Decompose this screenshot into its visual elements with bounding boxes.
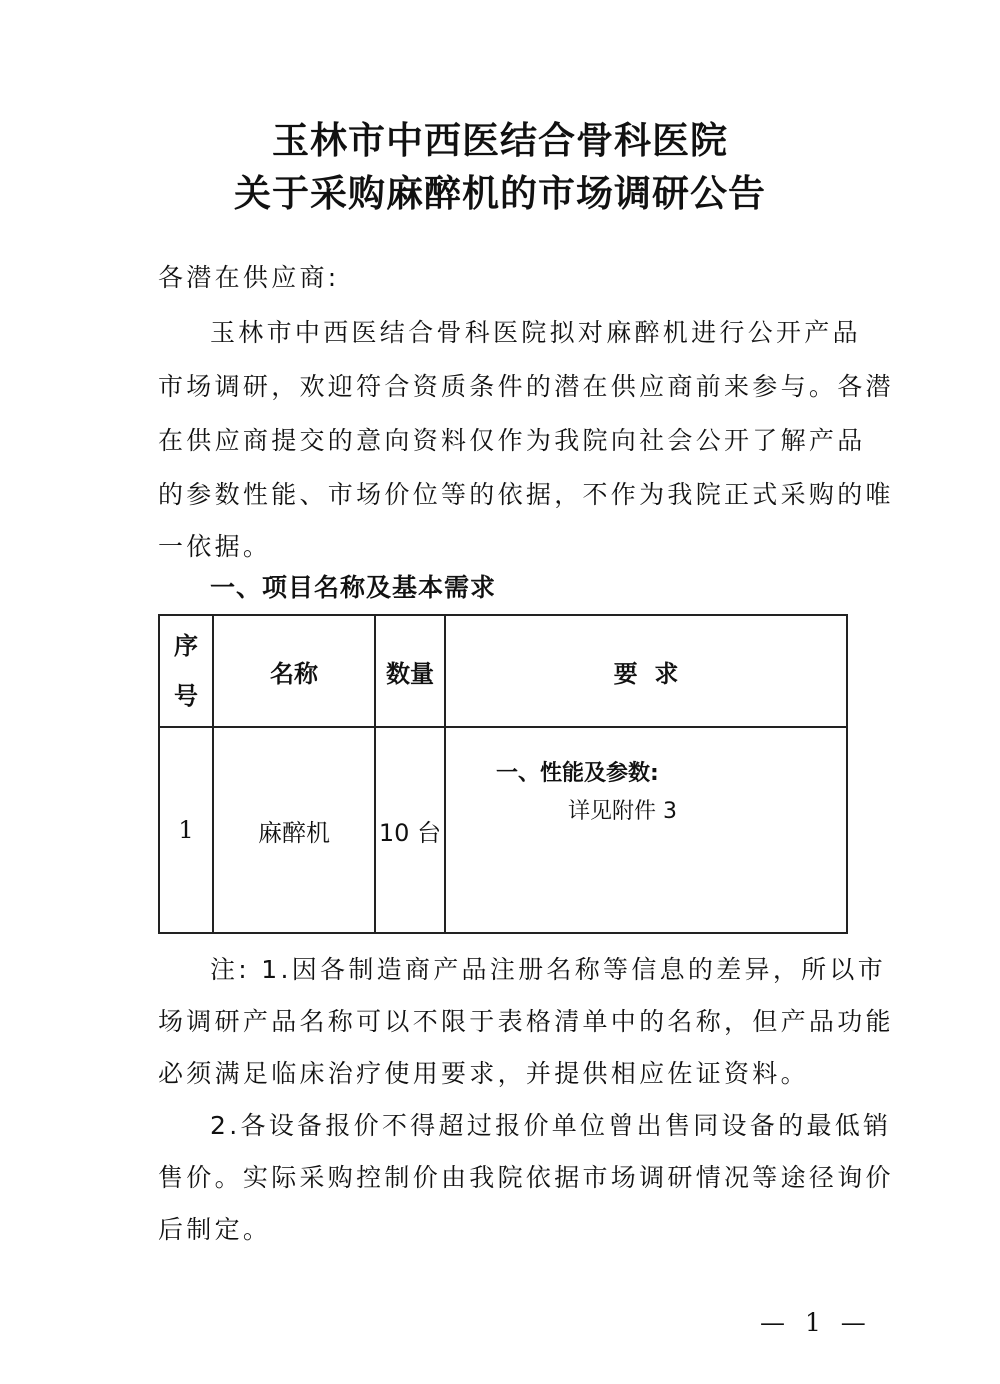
intro-line: 玉林市中西医结合骨科医院拟对麻醉机进行公开产品 [210,318,861,347]
intro-line: 一依据。 [158,532,272,561]
page-number: — 1 — [760,1308,872,1337]
note-line: 售价。实际采购控制价由我院依据市场调研情况等途径询价 [158,1163,894,1192]
table-row [159,727,847,933]
cell-requirements [445,727,847,933]
cell-quantity: 10 台 [375,727,445,933]
cell-seq: 1 [159,727,213,933]
section-heading: 一、项目名称及基本需求 [210,573,497,602]
salutation: 各潜在供应商: [158,263,340,292]
document-title-line1: 玉林市中西医结合骨科医院 [272,118,728,162]
note-line: 必须满足临床治疗使用要求，并提供相应佐证资料。 [158,1059,809,1088]
header-quantity: 数量 [375,615,445,727]
intro-line: 的参数性能、市场价位等的依据，不作为我院正式采购的唯 [158,480,894,509]
header-requirements: 要 求 [445,615,847,727]
note-line: 场调研产品名称可以不限于表格清单中的名称，但产品功能 [158,1007,894,1036]
requirement-heading: 一、性能及参数: [496,761,659,786]
table-header-row [159,615,847,727]
note-line: 2.各设备报价不得超过报价单位曾出售同设备的最低销 [210,1111,892,1140]
requirements-table [158,614,848,934]
document-title-line2: 关于采购麻醉机的市场调研公告 [234,171,766,215]
requirement-detail: 详见附件 3 [568,799,677,824]
intro-line: 市场调研，欢迎符合资质条件的潜在供应商前来参与。各潜 [158,372,894,401]
note-line: 后制定。 [158,1215,272,1244]
header-seq-top: 序 [174,632,198,660]
cell-name: 麻醉机 [213,727,375,933]
header-name: 名称 [213,615,375,727]
note-line: 注: 1.因各制造商产品注册名称等信息的差异，所以市 [210,955,887,984]
header-seq-bottom: 号 [174,682,198,710]
intro-line: 在供应商提交的意向资料仅作为我院向社会公开了解产品 [158,426,866,455]
header-seq [159,615,213,727]
